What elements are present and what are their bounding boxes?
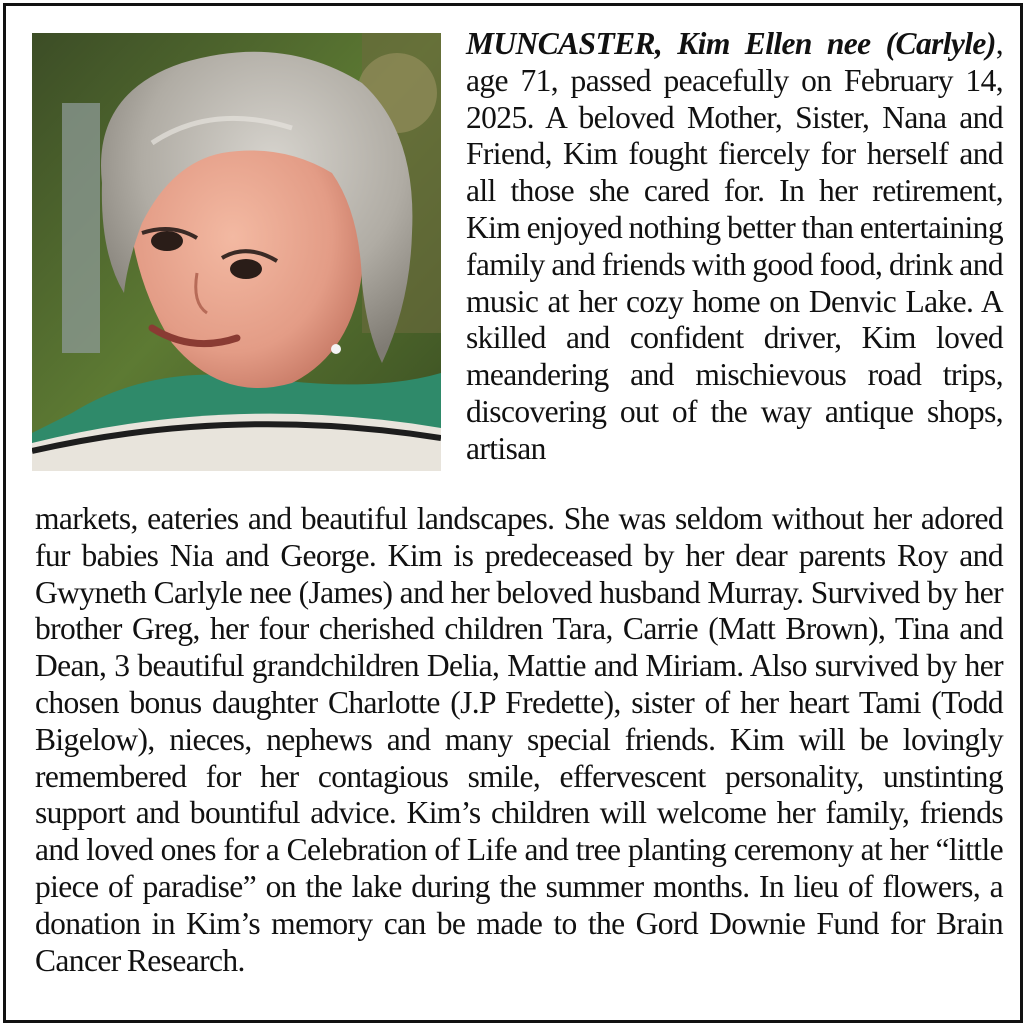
obituary-frame: [3, 3, 1023, 1023]
text-line: Downie Fund for Brain Cancer Research.: [35, 905, 1003, 978]
obituary-text-beside-photo: [466, 26, 1003, 468]
text-line: , age 71, passed peacefully on: [466, 26, 1003, 98]
text-line: cared for. In her retirement, Kim: [466, 173, 1004, 245]
obituary-text-below-photo: [35, 501, 1003, 979]
text-line: her “little piece of paradise” on the lake during the summer months. In: [35, 832, 1003, 904]
text-line: and loved ones for a Celebration of Life and tree planting ceremony at: [35, 832, 883, 868]
text-line: Sister, Nana and Friend, Kim fought: [466, 99, 1003, 172]
text-line: driver, Kim loved meandering and: [466, 320, 1003, 393]
deceased-name: [466, 26, 996, 61]
portrait-photo: [32, 33, 441, 471]
given-names: Kim Ellen nee: [677, 26, 871, 61]
text-line: Charlotte (J.P Fredette), sister of her heart Tami (Todd Bigelow), nieces,: [35, 684, 1003, 757]
text-line: family and friends with good food,: [466, 246, 883, 282]
text-line: parents Roy and Gwyneth Carlyle nee (James) and her beloved husband: [35, 537, 1003, 610]
text-line: Denvic Lake. A skilled and confident: [466, 283, 1003, 356]
surname: MUNCASTER,: [466, 26, 663, 61]
text-line: enjoyed nothing better than entertaining: [526, 209, 1003, 245]
maiden-name: (Carlyle): [885, 26, 996, 61]
text-line: Mattie and Miriam. Also survived by her chosen bonus daughter: [35, 648, 1003, 720]
text-line: for her contagious smile, effervescent personality, unstinting support: [35, 758, 1003, 831]
text-line: adored fur babies Nia and George. Kim is predeceased by her dear: [35, 501, 1003, 573]
text-line: lieu of flowers, a donation in Kim’s memory can be made to the Gord: [35, 868, 1004, 941]
text-line: mischievous road trips, discovering out: [466, 357, 1003, 429]
text-line: markets, eateries and beautiful landscapes. She was seldom without her: [35, 501, 912, 536]
text-line: February 14, 2025. A beloved Mother,: [466, 62, 1003, 135]
text-line: Murray. Survived by her brother Greg, her four cherished children Tara,: [35, 574, 1003, 647]
text-line: and bountiful advice. Kim’s children will welcome her family, friends: [135, 795, 1004, 831]
text-line: of the way antique shops, artisan: [466, 393, 1004, 466]
text-line: fiercely for herself and all those she: [466, 136, 1003, 209]
text-line: drink and music at her cozy home on: [466, 246, 1003, 319]
text-line: nephews and many special friends. Kim will be lovingly remembered: [35, 721, 1003, 794]
text-line: Carrie (Matt Brown), Tina and Dean, 3 beautiful grandchildren Delia,: [35, 611, 1003, 684]
